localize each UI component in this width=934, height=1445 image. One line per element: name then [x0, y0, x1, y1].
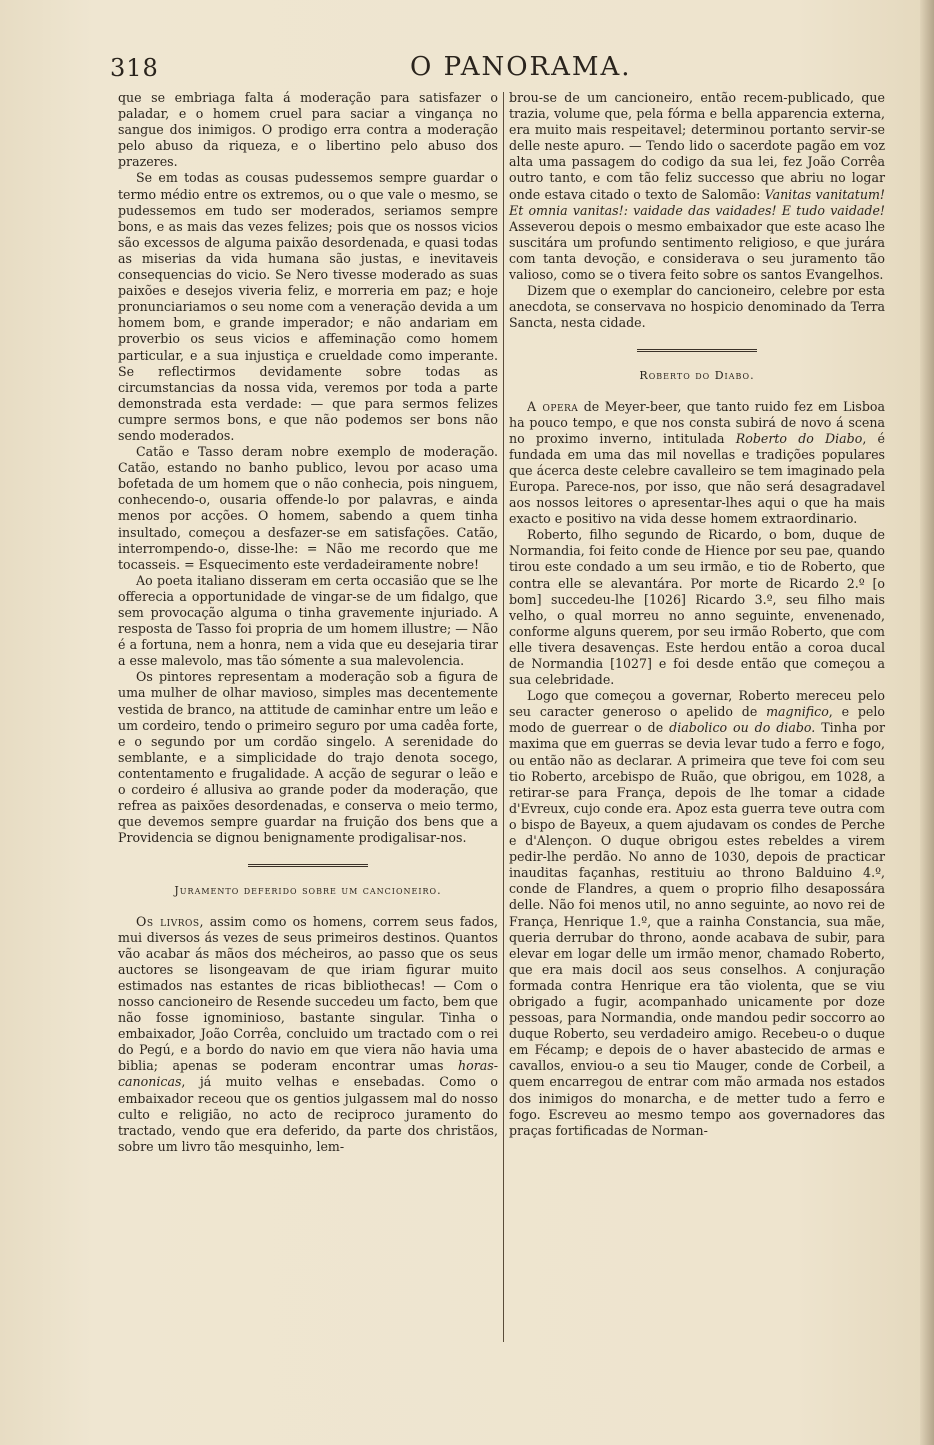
- italic-text: horas-canonicas: [118, 1058, 498, 1090]
- journal-title: O PANORAMA.: [410, 52, 632, 82]
- paragraph: [509, 90, 885, 283]
- paragraph-text: , já muito velhas e ensebadas. Como o embaixador receou que os gentios julgassem mal do nosso culto e religião, no acto de reciproco juramento do tractado, vendo que era deferido, da parte dos christãos, sobre um livro tão mesquinho, lem-: [118, 1074, 498, 1154]
- paragraph-text: brou-se de um cancioneiro, então recem-publicado, que trazia, volume que, pela fórma e bella apparencia externa, era muito mais respeitavel; determinou portanto servir-se delle neste apuro. — Tendo lido o sacerdote pagão em voz alta uma passagem do codigo da sua lei, fez João Corrêa outro tanto, e com tão feliz successo que abriu no logar onde estava citado o texto de Salomão:: [509, 90, 885, 202]
- paragraph-text: Tinha por maxima que em guerras se devia levar tudo a ferro e fogo, ou então não as declarar. A primeira que teve foi com seu tio Roberto, arcebispo de Ruão, que obrigou, em 1028, a retirar-se para França, depois de lhe tomar a cidade d'Evreux, cujo conde era. Apoz esta guerra teve outra com o bispo de Bayeux, a quem ajudavam os condes de Perche e d'Alençon. O duque obrigou estes rebeldes a virem pedir-lhe perdão. No anno de 1030, depois de practicar inauditas façanhas, restituiu ao throno Balduino 4.º, conde de Flandres, a quem o proprio filho desapossára delle. Não foi menos util, no anno seguinte, ao novo rei de França, Henrique 1.º, que a rainha Constancia, sua mãe, queria derrubar do throno, aonde acabava de subir, para elevar em logar delle um irmão menor, chamado Roberto, que era mais docil aos seus conselhos. A conjuração formada contra Henrique era tão violenta, que se viu obrigado a fugir, acompanhado unicamente por doze pessoas, para Normandia, onde mandou pedir soccorro ao duque Roberto, seu verdadeiro amigo. Recebeu-o o duque em Fécamp; e depois de o haver abastecido de armas e cavallos, enviou-o a seu tio Mauger, conde de Corbeil, a quem encarregou de entrar com mão armada nos estados dos inimigos do monarcha, e de metter tudo a ferro e fogo. Escreveu ao mesmo tempo aos governadores das praças fortificadas de Norman-: [509, 720, 885, 1138]
- paragraph: [118, 914, 498, 1155]
- column-rule: [503, 92, 504, 1342]
- section-separator: [637, 349, 757, 352]
- paragraph-text: de Meyer-beer, que tanto ruido fez em Lisboa ha pouco tempo, e que nos consta subirá de novo á scena no proximo inverno, intitulada: [509, 398, 885, 446]
- italic-text: Roberto do Diabo: [735, 430, 863, 446]
- section-heading: Juramento deferido sobre um cancioneiro.: [174, 884, 442, 898]
- paragraph-text: , é fundada em uma das mil novellas e tradições populares que ácerca deste celebre cavalleiro se tem imaginado pela Europa. Parece-nos, por isso, que não será desagradavel aos nossos leitores o apresentar-lhes aqui o que ha mais exacto e positivo na vida desse homem extraordinario.: [509, 430, 885, 527]
- paragraph: [509, 399, 885, 528]
- page-number: 318: [110, 54, 159, 82]
- paragraph: Se em todas as cousas pudessemos sempre guardar o termo médio entre os extremos, ou o que vale o mesmo, se pudessemos em tudo ser moderados, seriamos sempre bons, e as mais das vezes felizes; pois que os nossos vicios são excessos de alguma paixão desordenada, e quasi todas as miserias da vida humana são justas, e inevitaveis consequencias do vicio. Se Nero tivesse moderado as suas paixões e desejos viveria feliz, e morreria em paz; e hoje pronunciariamos o seu nome com a veneração devida a um homem bom, e grande imperador; e não andariam em proverbio os seus vicios e affeminação como homem particular, e a sua injustiça e crueldade como imperante. Se reflectirmos devidamente sobre todas as circumstancias da nossa vida, veremos por toda a parte demonstrada esta verdade: — que para sermos felizes cumpre sermos bons, e que não podemos ser bons não sendo moderados.: [118, 170, 498, 443]
- paragraph-text: Asseverou depois o mesmo embaixador que este acaso lhe suscitára um profundo sentimento religioso, e que jurára com tanta devoção, e considerava o seu juramento tão valioso, como se o tivera feito sobre os santos Evangelhos.: [509, 218, 885, 283]
- paragraph: que se embriaga falta á moderação para satisfazer o paladar, e o homem cruel para saciar a vingança no sangue dos inimigos. O prodigo erra contra a moderação pelo abuso da riqueza, e o libertino pelo abuso dos prazeres.: [118, 90, 498, 170]
- page-header: [110, 52, 910, 88]
- italic-text: magnifico: [766, 704, 829, 720]
- paragraph-text: , e pelo modo de guerrear o de: [509, 704, 885, 736]
- left-column: [118, 90, 498, 1155]
- paragraph: Dizem que o exemplar do cancioneiro, celebre por esta anecdota, se conservava no hospicio denominado da Terra Sancta, nesta cidade.: [509, 283, 885, 331]
- page-edge-shadow: [920, 0, 934, 1445]
- paragraph: Catão e Tasso deram nobre exemplo de moderação. Catão, estando no banho publico, levou por acaso uma bofetada de um homem que o não conhecia, pois ninguem, conhecendo-o, ousaria offende-lo por palavras, e ainda menos por acções. O homem, sabendo a quem tinha insultado, começou a desfazer-se em satisfações. Catão, interrompendo-o, disse-lhe: = Não me recordo que me tocasseis. = Esquecimento este verdadeiramente nobre!: [118, 444, 498, 572]
- section-heading: Roberto do Diabo.: [639, 369, 755, 383]
- paragraph: Roberto, filho segundo de Ricardo, o bom, duque de Normandia, foi feito conde de Hience por seu pae, quando tirou este condado a um seu irmão, e tio de Roberto, que contra elle se alevantára. Por morte de Ricardo 2.º [o bom] succedeu-lhe [1026] Ricardo 3.º, seu filho mais velho, o qual morreu no anno seguinte, envenenado, conforme alguns querem, por seu irmão Roberto, que com elle tivera desavenças. Este herdou então a coroa ducal de Normandia [1027] e foi desde então que começou a sua celebridade.: [509, 527, 885, 688]
- paragraph: Ao poeta italiano disseram em certa occasião que se lhe offerecia a opportunidade de vingar-se de um fidalgo, que sem provocação alguma o tinha gravemente injuriado. A resposta de Tasso foi propria de um homem illustre; — Não é a fortuna, nem a honra, nem a vida que eu desejaria tirar a esse malevolo, mas tão sómente a sua malevolencia.: [118, 572, 498, 669]
- right-column: [509, 90, 885, 1139]
- lead-in-text: A opera: [527, 398, 579, 414]
- lead-in-text: Os livros: [136, 913, 200, 929]
- paragraph-text: , assim como os homens, correm seus fados, mui diversos ás vezes de seus primeiros destinos. Quantos vão acabar ás mãos dos mécheiros, ao passo que os seus auctores se lisongeavam de que iriam figurar muito estimados nas estantes de ricas bibliothecas! — Com o nosso cancioneiro de Resende succedeu um facto, bem que não fosse ignominioso, bastante singular. Tinha o embaixador, João Corrêa, concluido um tractado com o rei do Pegú, e a bordo do navio em que viera não havia uma biblia; apenas se poderam encontrar umas: [118, 913, 498, 1074]
- italic-text: diabolico ou do diabo.: [669, 720, 816, 736]
- paragraph: Os pintores representam a moderação sob a figura de uma mulher de olhar mavioso, simples mas decentemente vestida de branco, na attitude de caminhar entre um leão e um cordeiro, tendo o primeiro seguro por uma cadêa forte, e o segundo por um cordão singelo. A serenidade do semblante, e a simplicidade do trajo denota socego, contentamento e frugalidade. A acção de segurar o leão e o cordeiro é allusiva ao grande poder da moderação, que refrea as paixões desordenadas, e conserva o meio termo, que devemos sempre guardar na fruição dos bens que a Providencia se dignou benignamente prodigalisar-nos.: [118, 669, 498, 846]
- italic-text: Vanitas vanitatum! Et omnia vanitas!: vaidade das vaidades! E tudo vaidade!: [509, 186, 885, 218]
- paragraph: [509, 688, 885, 1139]
- section-separator: [248, 864, 368, 867]
- paragraph-text: Logo que começou a governar, Roberto mereceu pelo seu caracter generoso o apelido de: [509, 688, 885, 720]
